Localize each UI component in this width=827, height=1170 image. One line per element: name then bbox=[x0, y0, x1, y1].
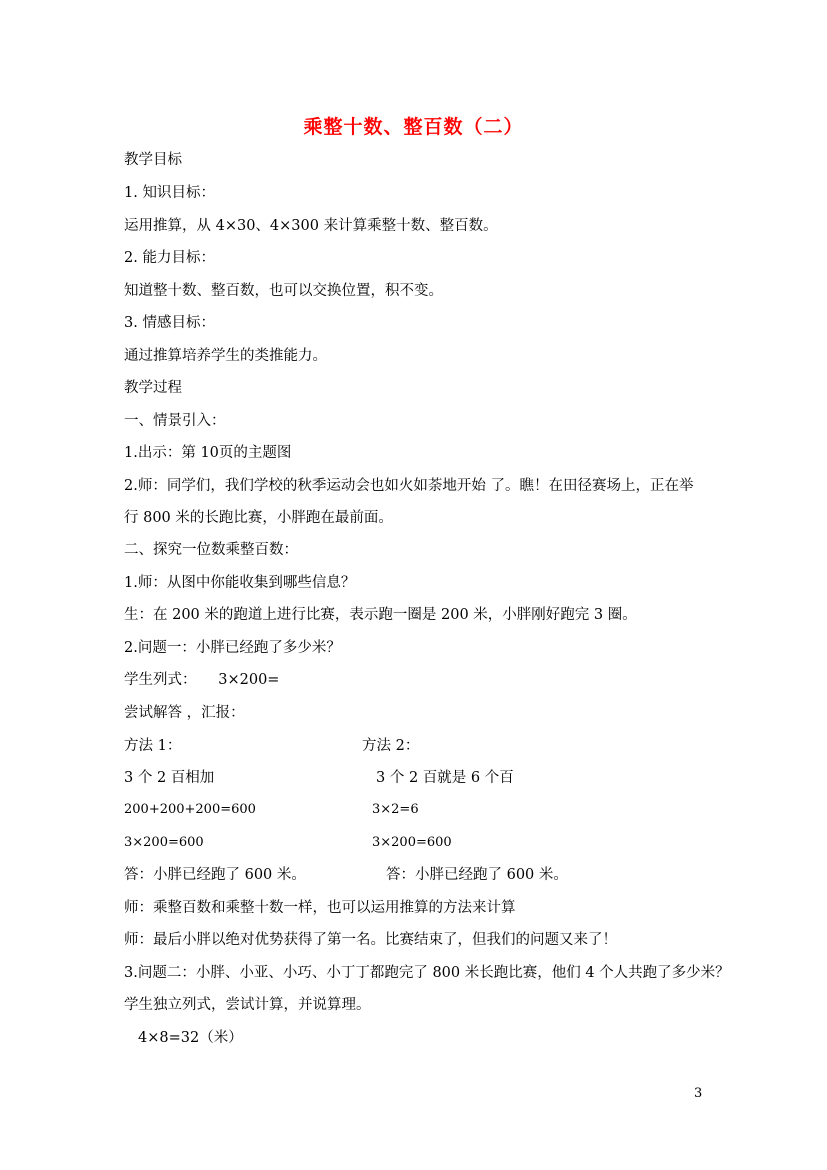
text-line: 1. 知识目标： bbox=[124, 185, 215, 201]
text-line: 行 800 米的长跑比赛，小胖跑在最前面。 bbox=[124, 510, 393, 526]
method-right-line: 方法 2： bbox=[362, 738, 420, 754]
document-title: 乘整十数、整百数（二） bbox=[303, 116, 524, 138]
method-left-line: 答：小胖已经跑了 600 米。 bbox=[124, 867, 306, 883]
text-line: 通过推算培养学生的类推能力。 bbox=[124, 348, 327, 364]
method-left-line: 方法 1： bbox=[124, 738, 182, 754]
text-line: 1.师：从图中你能收集到哪些信息？ bbox=[124, 575, 356, 591]
text-line: 学生独立列式，尝试计算，并说算理。 bbox=[124, 997, 371, 1013]
method-left-line: 200+200+200=600 bbox=[124, 802, 256, 817]
text-line: 2. 能力目标： bbox=[124, 250, 215, 266]
text-line: 1.出示：第 10页的主题图 bbox=[124, 445, 292, 461]
method-right-line: 3 个 2 百就是 6 个百 bbox=[376, 770, 514, 786]
text-line: 教学目标 bbox=[124, 152, 182, 168]
text-line: 教学过程 bbox=[124, 380, 182, 396]
text-line: 4×8=32（米） bbox=[138, 1030, 243, 1046]
method-right-line: 3×200=600 bbox=[372, 835, 452, 850]
text-line: 知道整十数、整百数，也可以交换位置，积不变。 bbox=[124, 283, 443, 299]
text-line: 3.问题二：小胖、小亚、小巧、小丁丁都跑完了 800 米长跑比赛，他们 4 个人共跑了多少米？ bbox=[124, 965, 730, 981]
text-line: 一、情景引入： bbox=[124, 413, 226, 429]
text-line: 二、探究一位数乘整百数： bbox=[124, 542, 298, 558]
text-line: 师：乘整百数和乘整十数一样，也可以运用推算的方法来计算 bbox=[124, 900, 516, 916]
text-line: 运用推算，从 4×30、4×300 来计算乘整十数、整百数。 bbox=[124, 218, 498, 234]
text-line: 2.问题一：小胖已经跑了多少米？ bbox=[124, 640, 341, 656]
text-line: 3. 情感目标： bbox=[124, 315, 215, 331]
method-right-line: 答：小胖已经跑了 600 米。 bbox=[386, 867, 568, 883]
method-right-line: 3×2=6 bbox=[372, 802, 419, 817]
method-left-line: 3 个 2 百相加 bbox=[124, 770, 215, 786]
method-left-line: 3×200=600 bbox=[124, 835, 204, 850]
text-line: 尝试解答 ，汇报： bbox=[124, 705, 245, 721]
text-line: 学生列式： 3×200= bbox=[124, 672, 280, 688]
page-number: 3 bbox=[694, 1086, 703, 1101]
text-line: 师：最后小胖以绝对优势获得了第一名。比赛结束了，但我们的问题又来了！ bbox=[124, 932, 617, 948]
text-line: 生：在 200 米的跑道上进行比赛，表示跑一圈是 200 米，小胖刚好跑完 3 圈。 bbox=[124, 607, 637, 623]
text-line: 2.师：同学们，我们学校的秋季运动会也如火如荼地开始 了。瞧！在田径赛场上，正在举 bbox=[124, 478, 694, 494]
